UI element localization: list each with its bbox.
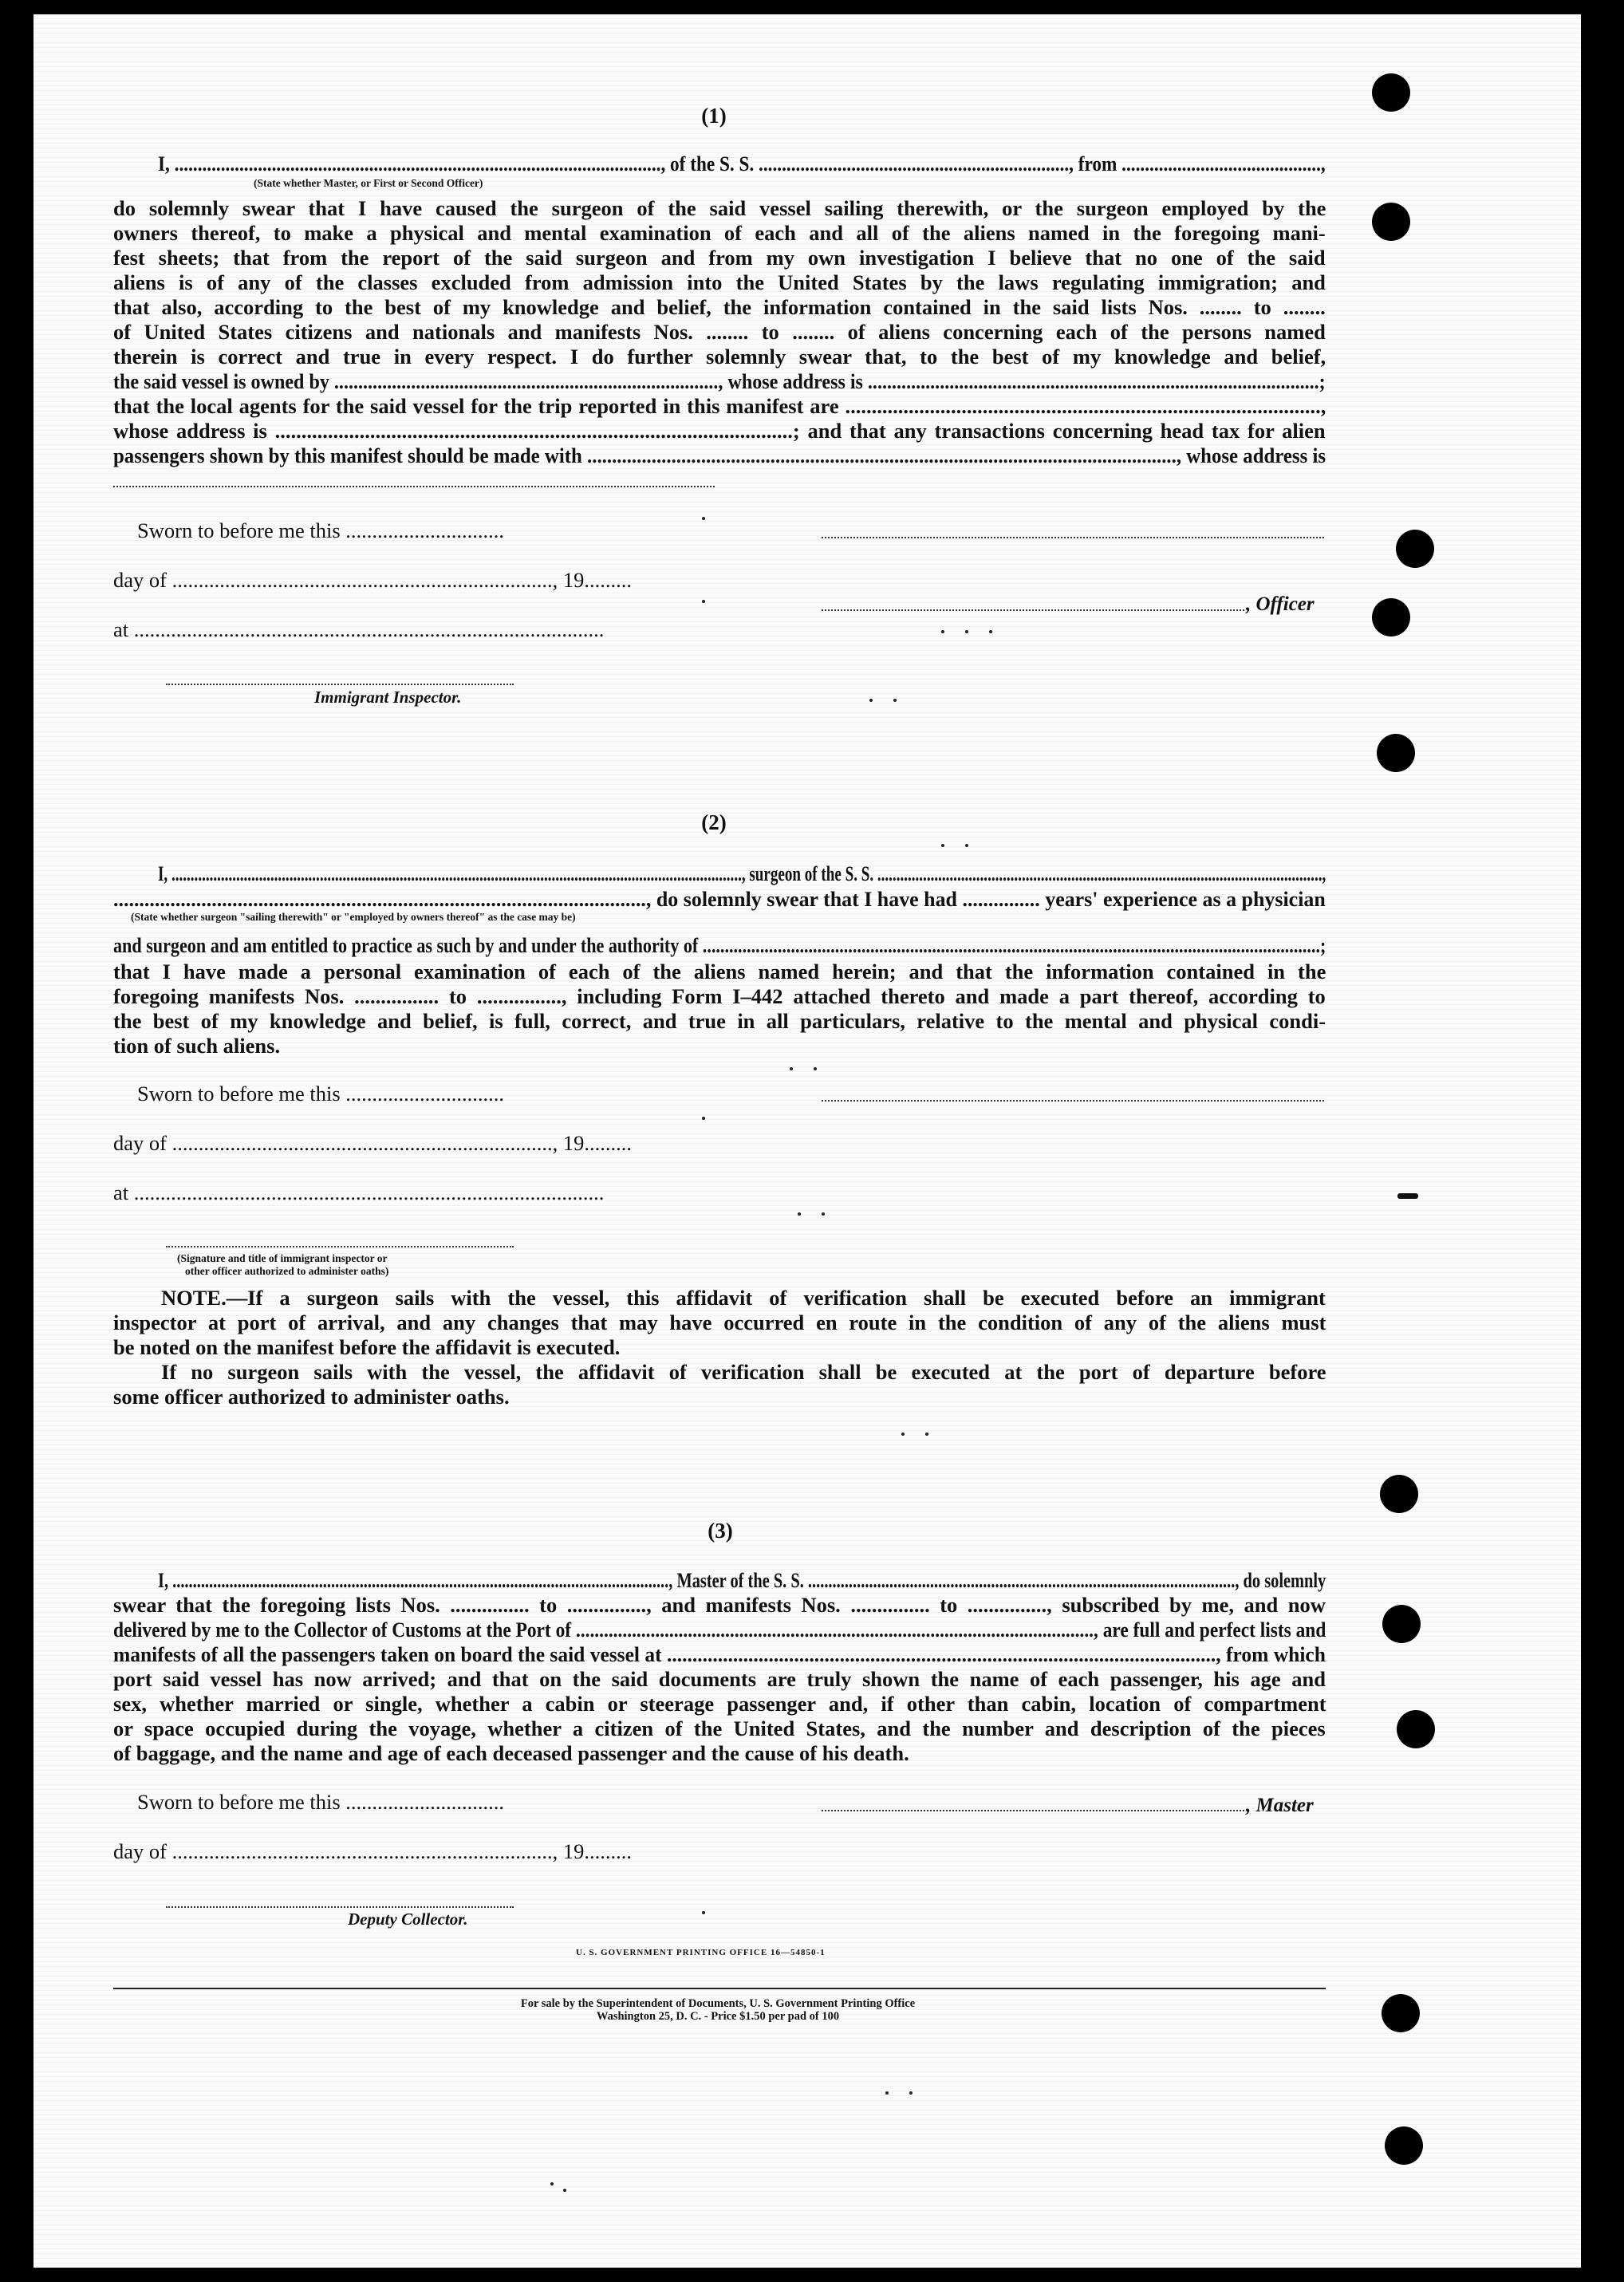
- note-line: If no surgeon sails with the vessel, the affidavit of verification shall be executed at the port of departure before: [161, 1360, 1326, 1384]
- speck: [965, 630, 968, 633]
- speck: [702, 600, 705, 603]
- affidavit-1-line: the said vessel is owned by ................................................................................, whose address is ..............................................................................................;: [113, 369, 1326, 393]
- master-signature-line: [822, 1810, 1244, 1811]
- footer-line: For sale by the Superintendent of Documents, U. S. Government Printing Office: [520, 1997, 916, 2010]
- affidavit-2-line: I, ......................................................................................................................................................, surgeon of the S. S. .....................................................................................................................,: [158, 861, 1326, 885]
- affidavit-2-line: tion of such aliens.: [113, 1034, 281, 1058]
- affidavit-1-line: that the local agents for the said vessel for the trip reported in this manifest are ..........................................................................................,: [113, 394, 1326, 418]
- speck: [790, 1067, 793, 1070]
- affidavit-1-line: aliens is of any of the classes excluded from admission into the United States by the laws regulating immigration; and: [113, 270, 1326, 294]
- affidavit-1-line: fest sheets; that from the report of the said surgeon and from my own investigation I believe that no one of the said: [113, 246, 1326, 270]
- signature-line: [822, 537, 1324, 538]
- inspector-label: Immigrant Inspector.: [314, 688, 462, 707]
- officer-signature-line: [822, 609, 1244, 611]
- affidavit-3-line: I, .........................................................................................................................., Master of the S. S. ........................................................................................................., do solemnly: [158, 1568, 1326, 1592]
- affidavit-1-line: do solemnly swear that I have caused the surgeon of the said vessel sailing therewith, or the surgeon employed by the: [113, 196, 1326, 220]
- surgeon-instruction: (State whether surgeon "sailing therewith" or "employed by owners thereof" as the case may be): [131, 911, 576, 923]
- affidavit-1-line: I, ........................................................................................................., of the S. S. ..................................................................., from ...........................................,: [158, 152, 1326, 175]
- blank-line: [113, 486, 715, 487]
- punch-hole: [1372, 73, 1410, 112]
- speck: [909, 2091, 913, 2095]
- speck: [550, 2182, 554, 2185]
- binder-mark: [1397, 1193, 1418, 1199]
- punch-hole: [1396, 530, 1434, 568]
- note-line: be noted on the manifest before the affidavit is executed.: [113, 1335, 621, 1359]
- punch-hole: [1382, 1605, 1421, 1643]
- signature-instruction: (Signature and title of immigrant inspector or: [177, 1252, 388, 1264]
- punch-hole: [1382, 1994, 1420, 2032]
- speck: [885, 2091, 889, 2095]
- punch-hole: [1372, 203, 1410, 241]
- inspector-signature-line: [166, 1246, 514, 1247]
- affidavit-2-line: that I have made a personal examination of each of the aliens named herein; and that the information contained in the: [113, 960, 1326, 983]
- officer-instruction: (State whether Master, or First or Second Officer): [254, 177, 483, 189]
- sworn-text: Sworn to before me this ..............................: [137, 1790, 505, 1814]
- sworn-text: Sworn to before me this ..............................: [137, 518, 505, 542]
- affidavit-2-line: and surgeon and am entitled to practice as such by and under the authority of ............................................................................................................................................;: [113, 933, 1326, 957]
- master-label: , Master: [1246, 1795, 1314, 1816]
- affidavit-1-line: of United States citizens and nationals and manifests Nos. ........ to ........ of aliens concerning each of the persons named: [113, 320, 1326, 344]
- speck: [965, 844, 968, 847]
- punch-hole: [1377, 734, 1415, 772]
- section-2-heading: (2): [701, 810, 727, 834]
- speck: [798, 1212, 801, 1216]
- affidavit-3-line: swear that the foregoing lists Nos. ............... to ..............., and manifests Nos. ............... to ..............., subscribed by me, and now: [113, 1593, 1326, 1617]
- speck: [702, 517, 705, 520]
- affidavit-1-line: that also, according to the best of my knowledge and belief, the information contained in the said lists Nos. ........ to ........: [113, 295, 1326, 319]
- affidavit-1-line: therein is correct and true in every respect. I do further solemnly swear that, to the best of my knowledge and belief,: [113, 345, 1326, 369]
- punch-hole: [1385, 2126, 1423, 2165]
- affidavit-3-line: port said vessel has now arrived; and that on the said documents are truly shown the name of each passenger, his age and: [113, 1667, 1326, 1691]
- affidavit-3-line: sex, whether married or single, whether a cabin or steerage passenger and, if other than cabin, location of compartment: [113, 1692, 1326, 1716]
- speck: [941, 630, 944, 633]
- affidavit-1-line: passengers shown by this manifest should be made with ......................................................................................................................., whose address is: [113, 443, 1326, 467]
- signature-line: [822, 1100, 1324, 1102]
- affidavit-1-line: whose address is ..................................................................................................; and that any transactions concerning head tax for alien: [113, 419, 1326, 443]
- speck: [989, 630, 992, 633]
- note-line: NOTE.—If a surgeon sails with the vessel, this affidavit of verification shall be executed before an immigrant: [161, 1286, 1326, 1310]
- speck: [893, 699, 897, 702]
- section-1-heading: (1): [701, 104, 727, 128]
- affidavit-3-line: delivered by me to the Collector of Customs at the Port of ..............................................................................................................., are full and perfect lists and: [113, 1618, 1326, 1642]
- affidavit-3-line: or space occupied during the voyage, whether a citizen of the United States, and the number and description of the pieces: [113, 1716, 1326, 1740]
- affidavit-1-line: owners thereof, to make a physical and mental examination of each and all of the aliens named in the foregoing mani-: [113, 221, 1326, 245]
- note-line: some officer authorized to administer oaths.: [113, 1385, 510, 1409]
- collector-signature-line: [166, 1906, 514, 1908]
- signature-instruction: other officer authorized to administer oaths): [185, 1265, 389, 1277]
- at-text: at .........................................................................................: [113, 1180, 605, 1204]
- speck: [563, 2189, 566, 2192]
- officer-label: , Officer: [1246, 593, 1315, 615]
- day-text: day of ........................................................................, 19.........: [113, 1839, 632, 1863]
- punch-hole: [1380, 1475, 1418, 1513]
- speck: [941, 844, 944, 847]
- day-text: day of ........................................................................, 19.........: [113, 1131, 632, 1155]
- affidavit-3-line: manifests of all the passengers taken on board the said vessel at ............................................................................................................, from which: [113, 1642, 1326, 1666]
- note-line: inspector at port of arrival, and any changes that may have occurred en route in the condition of any of the aliens must: [113, 1310, 1326, 1334]
- affidavit-2-line: foregoing manifests Nos. ................ to ................, including Form I–442 attached thereto and made a part thereof, according to: [113, 984, 1326, 1008]
- punch-hole: [1397, 1710, 1435, 1748]
- printer-imprint: U. S. GOVERNMENT PRINTING OFFICE 16—54850-1: [576, 1948, 826, 1957]
- inspector-signature-line: [166, 684, 514, 685]
- section-3-heading: (3): [708, 1519, 733, 1543]
- at-text: at .........................................................................................: [113, 617, 605, 641]
- speck: [869, 699, 873, 702]
- day-text: day of ........................................................................, 19.........: [113, 568, 632, 592]
- sworn-text: Sworn to before me this ..............................: [137, 1082, 505, 1106]
- affidavit-3-line: of baggage, and the name and age of each deceased passenger and the cause of his death.: [113, 1741, 909, 1765]
- footer-line: Washington 25, D. C. - Price $1.50 per pad of 100: [596, 2010, 840, 2023]
- punch-hole: [1372, 598, 1410, 637]
- speck: [822, 1212, 825, 1216]
- speck: [925, 1433, 928, 1436]
- collector-label: Deputy Collector.: [348, 1910, 468, 1929]
- footer-rule: [113, 1988, 1326, 1989]
- speck: [901, 1433, 905, 1436]
- speck: [702, 1117, 705, 1120]
- affidavit-2-line: the best of my knowledge and belief, is full, correct, and true in all particulars, relative to the mental and physical condi-: [113, 1009, 1326, 1033]
- speck: [814, 1067, 817, 1070]
- speck: [702, 1911, 705, 1914]
- affidavit-2-line: ......................................................................................................., do solemnly swear that I have had ............... years' experience as a physician: [113, 887, 1326, 911]
